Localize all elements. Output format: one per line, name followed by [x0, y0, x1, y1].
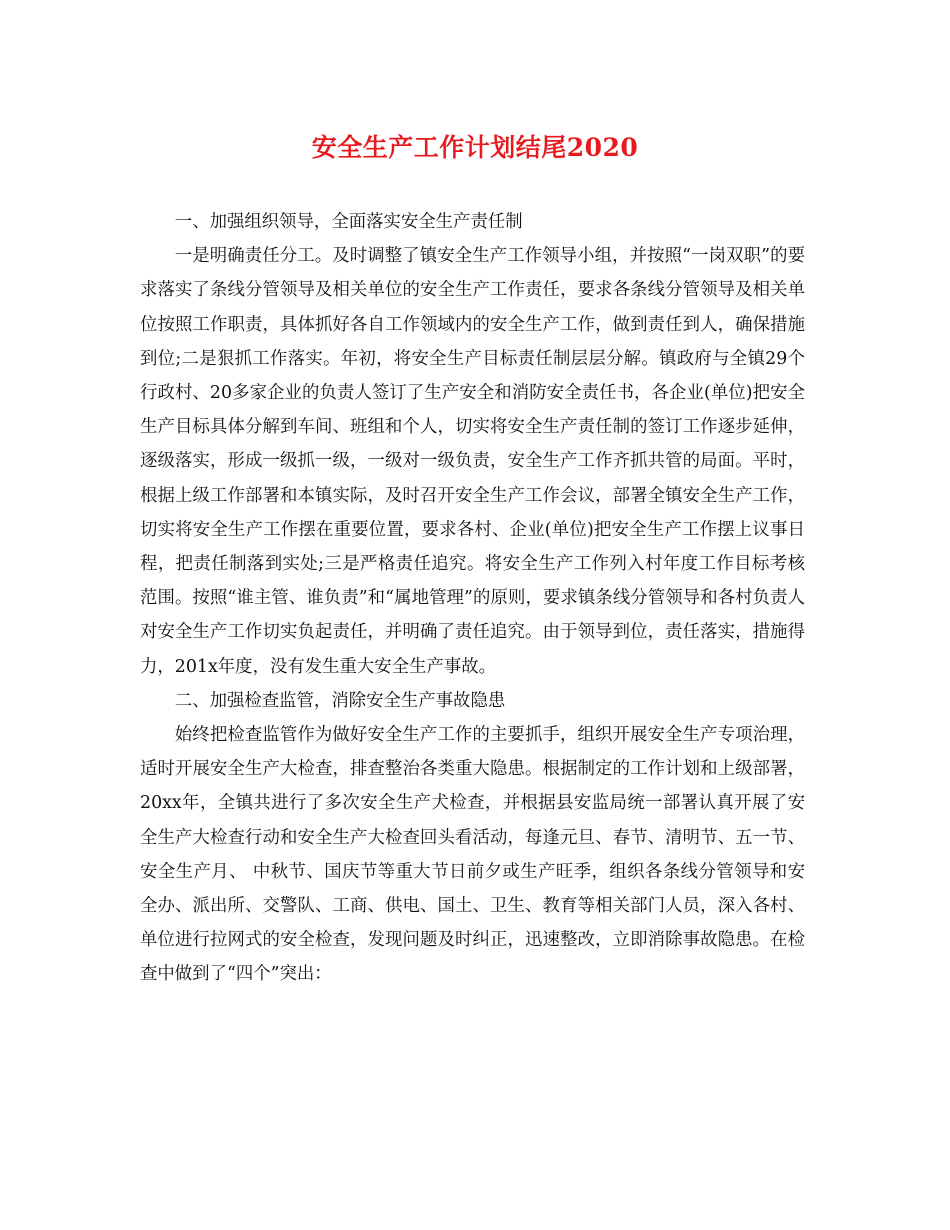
body-paragraph-1: 一是明确责任分工。及时调整了镇安全生产工作领导小组，并按照“一岗双职”的要求落实了条线分管领导及相关单位的安全生产工作责任，要求各条线分管领导及相关单位按照工作职责，具体抓好各自工作领域内的安全生产工作，做到责任到人，确保措施到位;二是狠抓工作落实。年初，将安全生产目标责任制层层分解。镇政府与全镇29个行政村、20多家企业的负责人签订了生产安全和消防安全责任书，各企业(单位)把安全生产目标具体分解到车间、班组和个人，切实将安全生产责任制的签订工作逐步延伸，逐级落实，形成一级抓一级，一级对一级负责，安全生产工作齐抓共管的局面。平时，根据上级工作部署和本镇实际，及时召开安全生产工作会议，部署全镇安全生产工作，切实将安全生产工作摆在重要位置，要求各村、企业(单位)把安全生产工作摆上议事日程，把责任制落到实处;三是严格责任追究。将安全生产工作列入村年度工作目标考核范围。按照“谁主管、谁负责”和“属地管理”的原则，要求镇条线分管领导和各村负责人对安全生产工作切实负起责任，并明确了责任追究。由于领导到位，责任落实，措施得力，201x年度，没有发生重大安全生产事故。 — [140, 246, 805, 677]
body-paragraph-2: 始终把检查监管作为做好安全生产工作的主要抓手，组织开展安全生产专项治理，适时开展安全生产大检查，排查整治各类重大隐患。根据制定的工作计划和上级部署，20xx年，全镇共进行了多次安全生产犬检查，并根据县安监局统一部署认真开展了安全生产大检查行动和安全生产大检查回头看活动，每逢元旦、春节、清明节、五一节、安全生产月、 中秋节、国庆节等重大节日前夕或生产旺季，组织各条线分管领导和安全办、派出所、交警队、工商、供电、国土、卫生、教育等相关部门人员，深入各村、单位进行拉网式的安全检查，发现问题及时纠正，迅速整改，立即消除事故隐患。在检查中做到了“四个”突出： — [140, 725, 805, 985]
section-heading-1: 一、加强组织领导，全面落实安全生产责任制 — [174, 212, 523, 232]
document-body — [140, 205, 805, 992]
document-title: 安全生产工作计划结尾2020 — [311, 133, 639, 162]
section-heading-2: 二、加强检查监管，消除安全生产事故隐患 — [174, 690, 506, 711]
